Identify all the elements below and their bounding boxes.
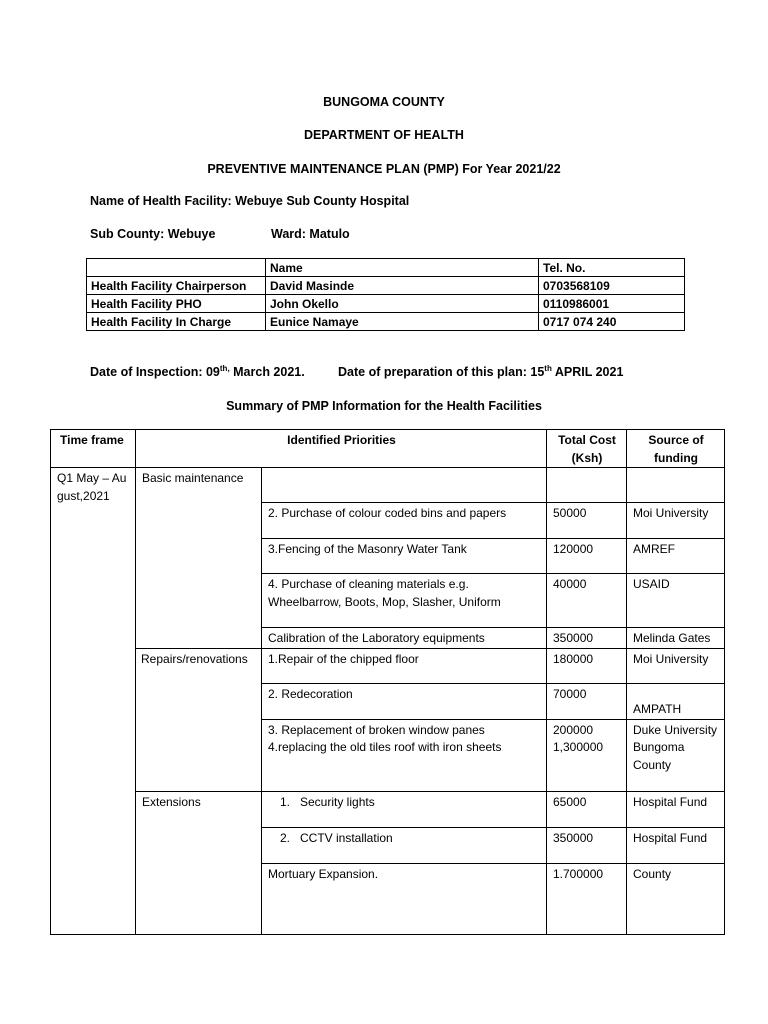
- priority-item: 3.Fencing of the Masonry Water Tank: [262, 539, 547, 574]
- table-cell: David Masinde: [266, 277, 539, 295]
- subcounty: Sub County: Webuye: [90, 227, 216, 241]
- item-number: 1.: [279, 794, 290, 809]
- summary-title: Summary of PMP Information for the Health Facilities: [226, 399, 542, 413]
- funding-cell: USAID: [627, 574, 725, 628]
- priority-item-line: 4.replacing the old tiles roof with iron sheets: [268, 740, 502, 754]
- ward: Ward: Matulo: [271, 227, 350, 241]
- facility-name: Name of Health Facility: Webuye Sub County Hospital: [90, 194, 410, 208]
- funding-cell: Duke University Bungoma County: [627, 719, 725, 791]
- header-funding: Source of funding: [627, 430, 725, 468]
- cost-cell: 120000: [547, 539, 627, 574]
- table-row: [87, 277, 685, 295]
- table-row: [51, 791, 725, 827]
- cost-cell: 50000: [547, 503, 627, 539]
- table-row: [51, 468, 725, 503]
- time-frame-cell: Q1 May – August,2021: [51, 468, 136, 935]
- header-cost: Total Cost (Ksh): [547, 430, 627, 468]
- table-header-row: [51, 430, 725, 468]
- table-cell: 0717 074 240: [539, 313, 685, 331]
- priority-item: 1. Security lights: [262, 791, 547, 827]
- table-cell: [627, 468, 725, 503]
- category-basic: Basic maintenance: [136, 468, 262, 649]
- funding-cell: County: [627, 863, 725, 934]
- priority-item: 2. Purchase of colour coded bins and papers: [262, 503, 547, 539]
- funding-cell: Moi University: [627, 648, 725, 683]
- cost-cell: 40000: [547, 574, 627, 628]
- county-heading: BUNGOMA COUNTY: [323, 95, 445, 109]
- table-cell: Health Facility In Charge: [87, 313, 266, 331]
- cost-cell: 65000: [547, 791, 627, 827]
- priority-item: 2. CCTV installation: [262, 827, 547, 863]
- cost-cell: [547, 719, 627, 791]
- category-repairs: Repairs/renovations: [136, 648, 262, 791]
- table-cell: 0110986001: [539, 295, 685, 313]
- table-cell: John Okello: [266, 295, 539, 313]
- table-row: [87, 313, 685, 331]
- cost-cell: 1.700000: [547, 863, 627, 934]
- funding-cell: Moi University: [627, 503, 725, 539]
- funding-cell: AMREF: [627, 539, 725, 574]
- table-cell: [547, 468, 627, 503]
- table-cell: 0703568109: [539, 277, 685, 295]
- cost-line: 200000: [553, 722, 594, 737]
- cost-cell: 180000: [547, 648, 627, 683]
- cost-cell: 350000: [547, 827, 627, 863]
- table-cell: Name: [266, 259, 539, 277]
- cost-cell: 70000: [547, 683, 627, 719]
- contacts-table: [86, 258, 685, 331]
- funding-cell: Melinda Gates: [627, 628, 725, 649]
- pmp-table: [50, 429, 725, 935]
- department-heading: DEPARTMENT OF HEALTH: [304, 128, 464, 142]
- funding-cell: AMPATH: [627, 683, 725, 719]
- table-row: [51, 648, 725, 683]
- table-cell: Health Facility PHO: [87, 295, 266, 313]
- priority-item: Calibration of the Laboratory equipments: [262, 628, 547, 649]
- category-extensions: Extensions: [136, 791, 262, 934]
- table-cell: Tel. No.: [539, 259, 685, 277]
- table-cell: Eunice Namaye: [266, 313, 539, 331]
- table-cell: Health Facility Chairperson: [87, 277, 266, 295]
- header-time-frame: Time frame: [51, 430, 136, 468]
- table-row: [87, 295, 685, 313]
- table-row: [87, 259, 685, 277]
- priority-item: Mortuary Expansion.: [262, 863, 547, 934]
- plan-title: PREVENTIVE MAINTENANCE PLAN (PMP) For Year 2021/22: [207, 162, 561, 176]
- table-cell: [87, 259, 266, 277]
- header-priorities: Identified Priorities: [136, 430, 547, 468]
- preparation-date: Date of preparation of this plan: 15th APRIL 2021: [338, 363, 624, 379]
- cost-cell: 350000: [547, 628, 627, 649]
- funding-cell: Hospital Fund: [627, 791, 725, 827]
- item-number: 2.: [279, 830, 290, 845]
- funding-cell: Hospital Fund: [627, 827, 725, 863]
- priority-item: [262, 719, 547, 791]
- priority-item-line: 3. Replacement of broken window panes: [268, 722, 485, 737]
- priority-item: 2. Redecoration: [262, 683, 547, 719]
- table-cell: [262, 468, 547, 503]
- cost-line: 1,300000: [553, 740, 604, 754]
- priority-item: 1.Repair of the chipped floor: [262, 648, 547, 683]
- priority-item: 4. Purchase of cleaning materials e.g. Wheelbarrow, Boots, Mop, Slasher, Uniform: [262, 574, 547, 628]
- inspection-date: Date of Inspection: $09^{th,}$ March 2021.: [90, 363, 305, 379]
